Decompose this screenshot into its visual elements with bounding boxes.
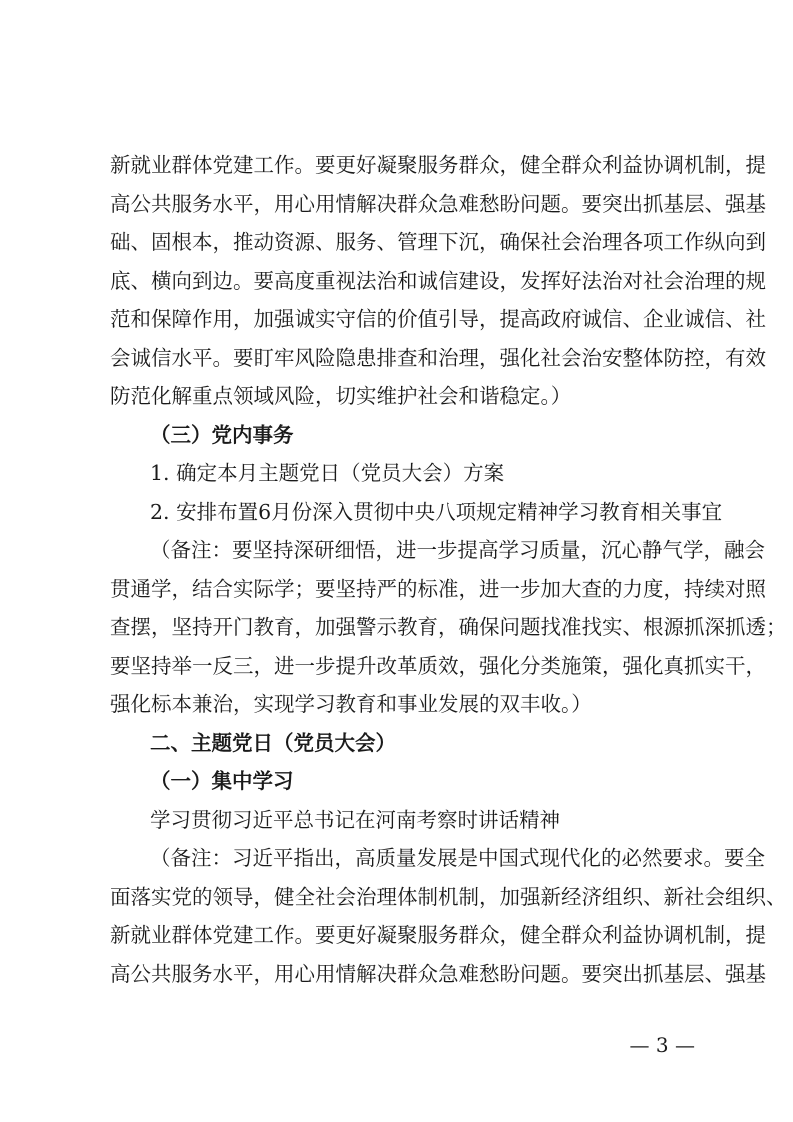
page-number: — 3 — — [629, 1033, 695, 1057]
note-text-line: 要坚持举一反三，进一步提升改革质效，强化分类施策，强化真抓实干， — [110, 654, 766, 678]
list-item: 2. 安排布置6月份深入贯彻中央八项规定精神学习教育相关事宜 — [150, 500, 723, 524]
body-text-line: 会诚信水平。要盯牢风险隐患排查和治理，强化社会治安整体防控，有效 — [110, 346, 766, 370]
note-text-line: 强化标本兼治，实现学习教育和事业发展的双丰收。） — [110, 692, 592, 716]
section-heading-theme-day: 二、主题党日（党员大会） — [150, 731, 396, 755]
body-text-line: 防范化解重点领域风险，切实维护社会和谐稳定。） — [110, 384, 572, 408]
body-text-line: 范和保障作用，加强诚实守信的价值引导，提高政府诚信、企业诚信、社 — [110, 307, 766, 331]
note-text-line: 贯通学，结合实际学；要坚持严的标准，进一步加大查的力度，持续对照 — [110, 577, 766, 601]
list-item: 1. 确定本月主题党日（党员大会）方案 — [150, 461, 505, 485]
note-text-line: 查摆，坚持开门教育，加强警示教育，确保问题找准找实、根源抓深抓透； — [110, 615, 787, 639]
body-text-line: 底、横向到边。要高度重视法治和诚信建设，发挥好法治对社会治理的规 — [110, 269, 766, 293]
body-text-line: 础、固根本，推动资源、服务、管理下沉，确保社会治理各项工作纵向到 — [110, 230, 766, 254]
body-text-line: 学习贯彻习近平总书记在河南考察时讲话精神 — [150, 808, 560, 832]
subsection-heading-study: （一）集中学习 — [150, 769, 294, 793]
note-text-line: 高公共服务水平，用心用情解决群众急难愁盼问题。要突出抓基层、强基 — [110, 962, 766, 986]
body-text-line: 新就业群体党建工作。要更好凝聚服务群众，健全群众利益协调机制，提 — [110, 153, 766, 177]
note-text-line: 新就业群体党建工作。要更好凝聚服务群众，健全群众利益协调机制，提 — [110, 923, 766, 947]
note-text-line: （备注：习近平指出，高质量发展是中国式现代化的必然要求。要全 — [150, 846, 765, 870]
note-text-line: 面落实党的领导，健全社会治理体制机制，加强新经济组织、新社会组织、 — [110, 885, 787, 909]
subsection-heading-party-affairs: （三）党内事务 — [150, 423, 294, 447]
note-text-line: （备注：要坚持深研细悟，进一步提高学习质量，沉心静气学，融会 — [150, 538, 765, 562]
body-text-line: 高公共服务水平，用心用情解决群众急难愁盼问题。要突出抓基层、强基 — [110, 192, 766, 216]
